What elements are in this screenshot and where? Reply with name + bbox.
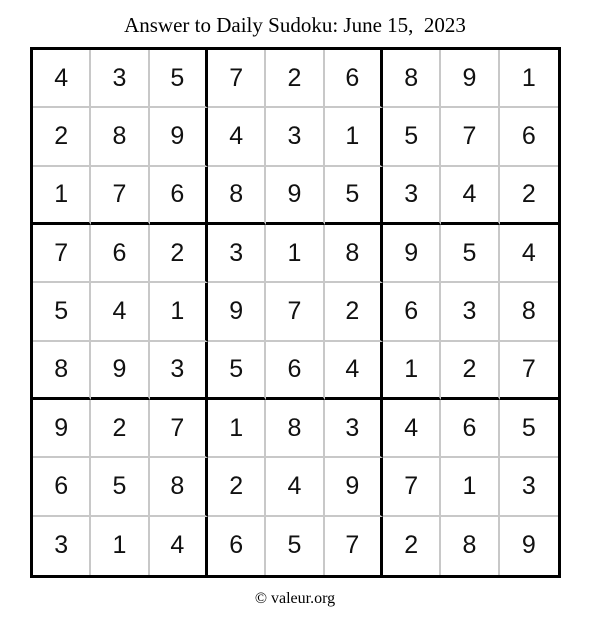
sudoku-cell: 2: [266, 50, 324, 108]
sudoku-cell: 5: [150, 50, 208, 108]
sudoku-cell: 7: [500, 342, 558, 400]
sudoku-cell: 3: [266, 108, 324, 166]
sudoku-cell: 9: [208, 283, 266, 341]
page-title: Answer to Daily Sudoku: June 15, 2023: [124, 13, 466, 37]
sudoku-cell: 1: [383, 342, 441, 400]
sudoku-cell: 6: [441, 400, 499, 458]
sudoku-cell: 5: [91, 458, 149, 516]
sudoku-cell: 8: [91, 108, 149, 166]
sudoku-cell: 9: [33, 400, 91, 458]
sudoku-board: [30, 47, 561, 578]
sudoku-cell: 1: [150, 283, 208, 341]
sudoku-cell: 7: [150, 400, 208, 458]
sudoku-cell: 3: [500, 458, 558, 516]
sudoku-cell: 5: [208, 342, 266, 400]
sudoku-cell: 4: [325, 342, 383, 400]
sudoku-cell: 3: [325, 400, 383, 458]
sudoku-cell: 2: [91, 400, 149, 458]
sudoku-cell: 1: [441, 458, 499, 516]
sudoku-cell: 4: [208, 108, 266, 166]
copyright-footer: © valeur.org: [254, 590, 336, 607]
sudoku-cell: 6: [33, 458, 91, 516]
sudoku-cell: 2: [383, 517, 441, 575]
sudoku-cell: 8: [383, 50, 441, 108]
sudoku-cell: 4: [383, 400, 441, 458]
sudoku-cell: 7: [266, 283, 324, 341]
sudoku-cell: 3: [91, 50, 149, 108]
sudoku-cell: 8: [266, 400, 324, 458]
sudoku-cell: 3: [383, 167, 441, 225]
sudoku-cell: 2: [33, 108, 91, 166]
sudoku-cell: 2: [500, 167, 558, 225]
sudoku-cell: 8: [33, 342, 91, 400]
sudoku-cell: 1: [500, 50, 558, 108]
sudoku-cell: 7: [441, 108, 499, 166]
sudoku-cell: 6: [383, 283, 441, 341]
sudoku-cell: 9: [325, 458, 383, 516]
sudoku-cell: 6: [325, 50, 383, 108]
sudoku-cell: 2: [150, 225, 208, 283]
sudoku-cell: 8: [325, 225, 383, 283]
sudoku-cell: 8: [500, 283, 558, 341]
sudoku-cell: 9: [266, 167, 324, 225]
sudoku-cell: 2: [208, 458, 266, 516]
sudoku-cell: 4: [266, 458, 324, 516]
sudoku-cell: 9: [150, 108, 208, 166]
sudoku-cell: 1: [91, 517, 149, 575]
sudoku-cell: 2: [441, 342, 499, 400]
sudoku-cell: 4: [500, 225, 558, 283]
sudoku-cell: 7: [325, 517, 383, 575]
sudoku-cell: 5: [325, 167, 383, 225]
sudoku-cell: 3: [208, 225, 266, 283]
sudoku-cell: 1: [33, 167, 91, 225]
sudoku-cell: 4: [441, 167, 499, 225]
sudoku-cell: 2: [325, 283, 383, 341]
sudoku-cell: 6: [91, 225, 149, 283]
sudoku-cell: 3: [33, 517, 91, 575]
sudoku-cell: 3: [441, 283, 499, 341]
sudoku-cell: 7: [208, 50, 266, 108]
sudoku-cell: 5: [500, 400, 558, 458]
sudoku-cell: 8: [150, 458, 208, 516]
sudoku-cell: 5: [383, 108, 441, 166]
sudoku-cell: 7: [33, 225, 91, 283]
sudoku-cell: 8: [208, 167, 266, 225]
sudoku-cell: 8: [441, 517, 499, 575]
sudoku-cell: 7: [91, 167, 149, 225]
sudoku-cell: 7: [383, 458, 441, 516]
sudoku-cell: 9: [383, 225, 441, 283]
sudoku-cell: 6: [208, 517, 266, 575]
sudoku-cell: 1: [208, 400, 266, 458]
sudoku-cell: 9: [521, 531, 536, 560]
sudoku-cell: 9: [91, 342, 149, 400]
sudoku-cell: 9: [441, 50, 499, 108]
sudoku-cell: 5: [441, 225, 499, 283]
sudoku-cell: 1: [266, 225, 324, 283]
sudoku-cell: 1: [325, 108, 383, 166]
sudoku-cell: 4: [150, 517, 208, 575]
sudoku-cell: 3: [150, 342, 208, 400]
sudoku-cell: 6: [266, 342, 324, 400]
sudoku-cell: 6: [150, 167, 208, 225]
sudoku-cell: 5: [266, 517, 324, 575]
sudoku-cell: 6: [500, 108, 558, 166]
sudoku-cell: 4: [91, 283, 149, 341]
sudoku-cell: 5: [33, 283, 91, 341]
sudoku-cell: 4: [33, 50, 91, 108]
